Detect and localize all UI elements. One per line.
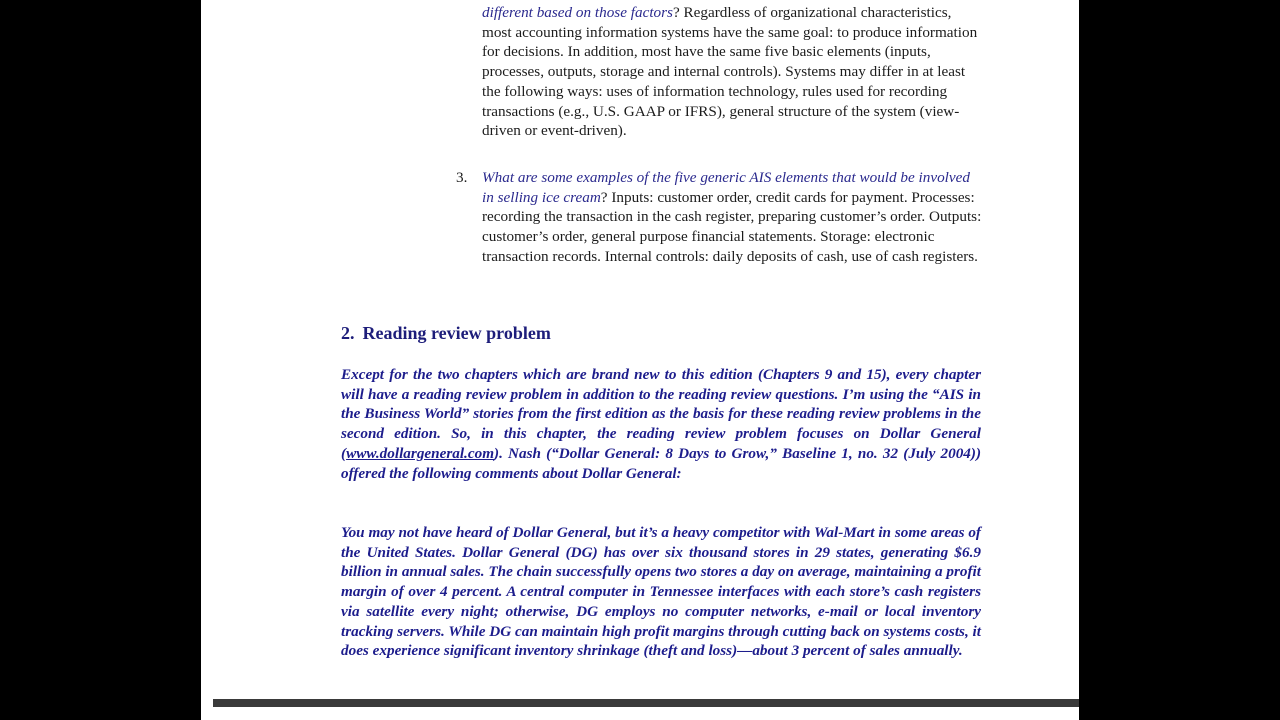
dollar-general-link[interactable]: www.dollargeneral.com: [346, 444, 495, 462]
item3-answer-text: ? Inputs: customer order, credit cards for payment. Processes: recording the transaction in the cash register, preparing customer’s order. Outputs: customer’s order, general purpose financial statements. Storage: electronic transaction records. Internal controls: daily deposits of cash, use of cash registers.: [482, 188, 982, 265]
intro-paragraph: [341, 365, 981, 483]
item2-answer: [482, 3, 982, 141]
section-heading: [341, 323, 551, 344]
quote-paragraph: You may not have heard of Dollar General, but it’s a heavy competitor with Wal-Mart in some areas of the United States. Dollar General (DG) has over six thousand stores in 29 states, generating $6.9 billion in annual sales. The chain successfully opens two stores a day on average, maintaining a profit margin of over 4 percent. A central computer in Tennessee interfaces with each store’s cash registers via satellite every night; otherwise, DG employs no computer networks, e-mail or local inventory tracking servers. While DG can maintain high profit margins through cutting back on systems costs, it does experience significant inventory shrinkage (theft and loss)—about 3 percent of sales annually.: [341, 524, 981, 660]
item3-number: 3.: [456, 169, 468, 186]
section-number: 2.: [341, 323, 355, 343]
item2-question-tail: different based on those factors: [482, 4, 673, 21]
item2-answer-text: ? Regardless of organizational characteristics, most accounting information systems have the same goal: to produce information for decisions. In addition, most have the same five basic elements (inputs, processes, outputs, storage and internal controls). Systems may differ in at least the following ways: uses of information technology, rules used for recording transactions (e.g., U.S. GAAP or IFRS), general structure of the system (view-driven or event-driven).: [482, 4, 978, 140]
document-page: [201, 0, 1079, 720]
intro-text-start: Except for the two chapters which are brand new to this edition (Chapters 9 and 15), every chapter will have a reading review problem in addition to the reading review questions. I’m using the “AIS in the Business World” stories from the first edition as the basis for these reading review problems in the second edition. So, in this chapter, the reading review problem focuses on Dollar General (: [341, 366, 981, 462]
page-bottom-bar: [213, 699, 1079, 707]
section-title: Reading review problem: [362, 323, 551, 343]
intro-text-end: ). Nash (“Dollar General: 8 Days to Grow,” Baseline 1, no. 32 (July 2004)) offered the following comments about Dollar General:: [341, 444, 981, 482]
item3-answer: [482, 168, 982, 267]
item3-question: What are some examples of the five generic AIS elements that would be involved in selling ice cream: [482, 169, 970, 206]
